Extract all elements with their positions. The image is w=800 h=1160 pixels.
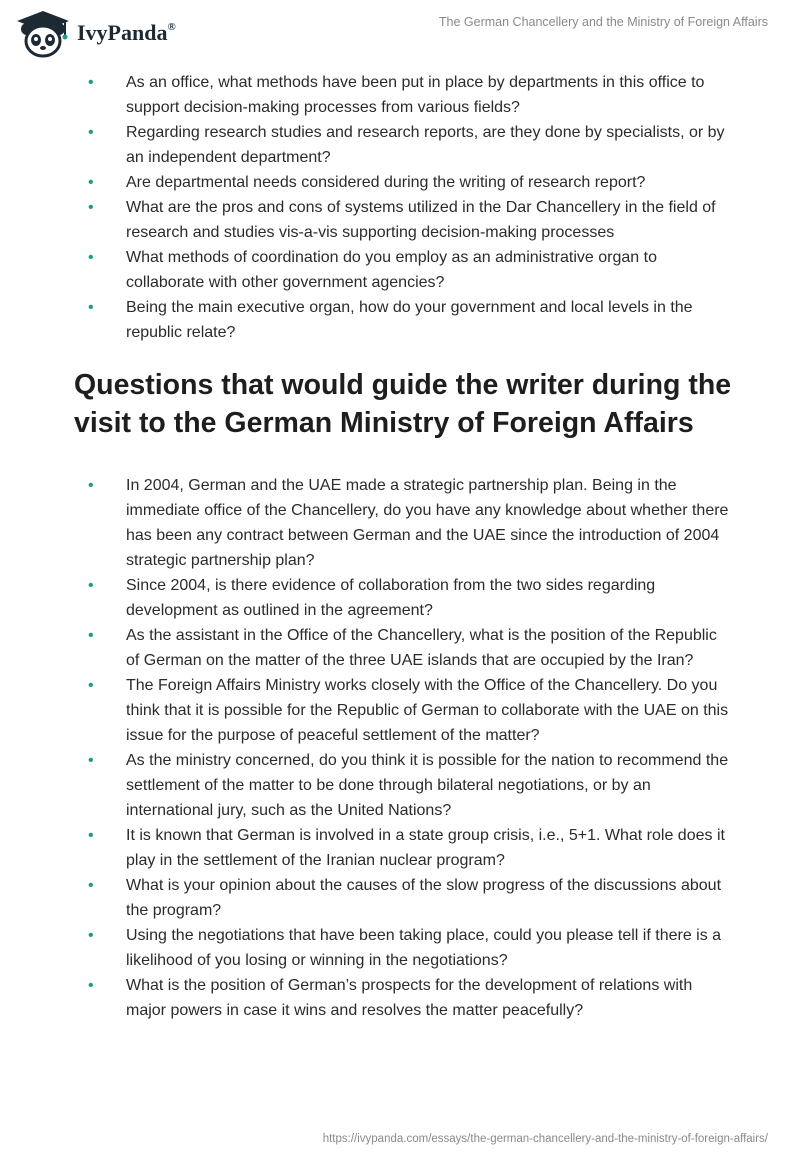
list-item: • Since 2004, is there evidence of collaboration from the two sides regarding development as outlined in the agreement? [74, 573, 734, 623]
bullet-icon: • [88, 927, 94, 944]
bullet-icon: • [88, 199, 94, 216]
list-item: • Are departmental needs considered during the writing of research report? [74, 170, 734, 195]
question-list-chancellery [74, 70, 734, 345]
brand-name[interactable]: IvyPanda® [77, 20, 176, 45]
list-item: • In 2004, German and the UAE made a strategic partnership plan. Being in the immediate office of the Chancellery, do you have any knowledge about whether there has been any contract between German and the UAE since the introduction of 2004 strategic partnership plan? [74, 473, 734, 573]
essay-content [74, 70, 734, 1023]
list-item: • It is known that German is involved in a state group crisis, i.e., 5+1. What role does it play in the settlement of the Iranian nuclear program? [74, 823, 734, 873]
section-heading: Questions that would guide the writer during the visit to the German Ministry of Foreign Affairs [74, 369, 732, 439]
list-item: • Being the main executive organ, how do your government and local levels in the republic relate? [74, 295, 734, 345]
bullet-icon: • [88, 877, 94, 894]
page-header [0, 0, 800, 66]
bullet-icon: • [88, 627, 94, 644]
list-item: • As the assistant in the Office of the Chancellery, what is the position of the Republic of German on the matter of the three UAE islands that are occupied by the Iran? [74, 623, 734, 673]
list-item: • What are the pros and cons of systems utilized in the Dar Chancellery in the field of research and studies vis-a-vis supporting decision-making processes [74, 195, 734, 245]
bullet-icon: • [88, 74, 94, 91]
bullet-icon: • [88, 299, 94, 316]
list-item: • As an office, what methods have been put in place by departments in this office to support decision-making processes from various fields? [74, 70, 734, 120]
panda-graduate-logo-icon[interactable] [13, 9, 73, 59]
list-item: • Regarding research studies and research reports, are they done by specialists, or by an independent department? [74, 120, 734, 170]
source-url[interactable]: https://ivypanda.com/essays/the-german-chancellery-and-the-ministry-of-foreign-affairs/ [322, 1133, 768, 1145]
list-item: • What is the position of German’s prospects for the development of relations with major powers in case it wins and resolves the matter peacefully? [74, 973, 734, 1023]
bullet-icon: • [88, 477, 94, 494]
bullet-icon: • [88, 174, 94, 191]
question-list-foreign-ministry [74, 473, 734, 1023]
bullet-icon: • [88, 249, 94, 266]
list-item: • As the ministry concerned, do you think it is possible for the nation to recommend the settlement of the matter to be done through bilateral negotiations, or by an international jury, such as the United Nations? [74, 748, 734, 823]
bullet-icon: • [88, 124, 94, 141]
bullet-icon: • [88, 677, 94, 694]
document-title: The German Chancellery and the Ministry of Foreign Affairs [438, 15, 768, 29]
list-item: • What methods of coordination do you employ as an administrative organ to collaborate with other government agencies? [74, 245, 734, 295]
list-item: • Using the negotiations that have been taking place, could you please tell if there is a likelihood of you losing or winning in the negotiations? [74, 923, 734, 973]
list-item: • What is your opinion about the causes of the slow progress of the discussions about the program? [74, 873, 734, 923]
bullet-icon: • [88, 752, 94, 769]
bullet-icon: • [88, 827, 94, 844]
bullet-icon: • [88, 577, 94, 594]
bullet-icon: • [88, 977, 94, 994]
list-item: • The Foreign Affairs Ministry works closely with the Office of the Chancellery. Do you think that it is possible for the Republic of German to collaborate with the UAE on this issue for the purpose of peaceful settlement of the matter? [74, 673, 734, 748]
